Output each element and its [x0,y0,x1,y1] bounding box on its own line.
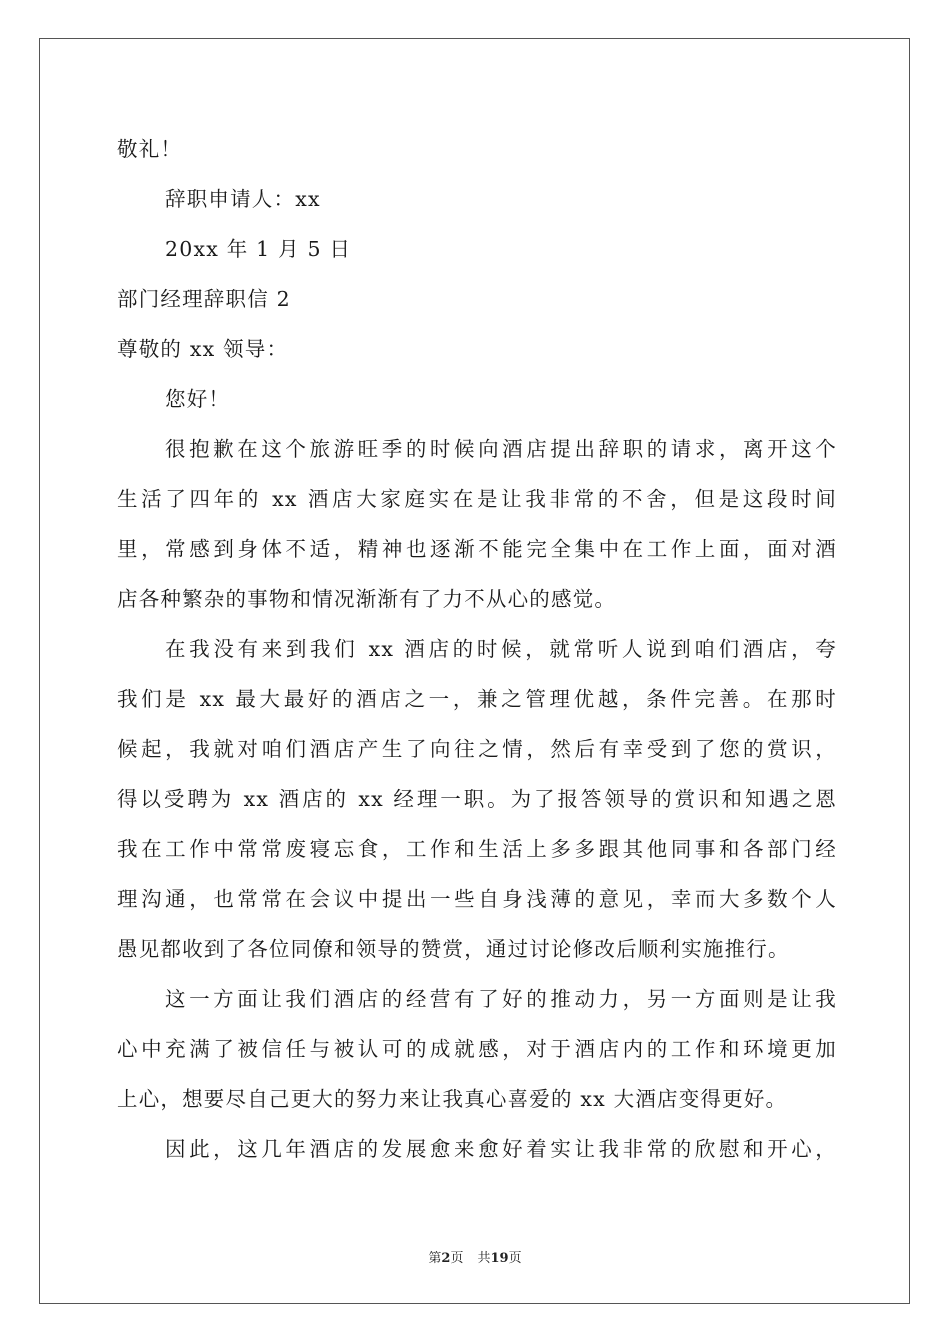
page-footer [0,1247,950,1266]
paragraph-line: 愚见都收到了各位同僚和领导的赞赏，通过讨论修改后顺利实施推行。 [117,937,790,961]
paragraph-line: 我在工作中常常废寝忘食，工作和生活上多多跟其他同事和各部门经 [117,837,837,861]
letter-date: 20xx 年 1 月 5 日 [165,237,352,261]
applicant-signature: 辞职申请人：xx [165,187,321,211]
paragraph-line: 我们是 xx 最大最好的酒店之一，兼之管理优越，条件完善。在那时 [117,687,837,711]
paragraph-line: 里，常感到身体不适，精神也逐渐不能完全集中在工作上面，面对酒 [117,537,837,561]
paragraph-line: 得以受聘为 xx 酒店的 xx 经理一职。为了报答领导的赏识和知遇之恩 [117,787,837,811]
greeting-line: 您好！ [165,387,231,411]
paragraph-line: 心中充满了被信任与被认可的成就感，对于酒店内的工作和环境更加 [117,1037,837,1061]
paragraph-line: 因此，这几年酒店的发展愈来愈好着实让我非常的欣慰和开心， [165,1137,837,1161]
page-suffix: 页 [450,1251,464,1266]
section-title: 部门经理辞职信 2 [117,287,291,311]
page-prefix: 第 [428,1251,442,1266]
document-body [117,124,837,1174]
total-prefix: 共 [477,1251,491,1266]
paragraph [117,1124,837,1174]
paragraph-line: 在我没有来到我们 xx 酒店的时候，就常听人说到咱们酒店，夸 [165,637,837,661]
total-suffix: 页 [508,1251,522,1266]
paragraph [117,424,837,624]
total-pages: 19 [490,1251,509,1266]
paragraph-line: 上心，想要尽自己更大的努力来让我真心喜爱的 xx 大酒店变得更好。 [117,1087,788,1111]
page-number: 2 [441,1251,451,1266]
paragraph-line: 理沟通，也常常在会议中提出一些自身浅薄的意见，幸而大多数个人 [117,887,837,911]
recipient-line: 尊敬的 xx 领导： [117,337,289,361]
paragraph [117,624,837,974]
paragraph-line: 生活了四年的 xx 酒店大家庭实在是让我非常的不舍，但是这段时间 [117,487,837,511]
closing-salutation: 敬礼！ [117,137,183,161]
paragraph-line: 很抱歉在这个旅游旺季的时候向酒店提出辞职的请求，离开这个 [165,437,837,461]
paragraph-line: 这一方面让我们酒店的经营有了好的推动力，另一方面则是让我 [165,987,837,1011]
paragraph-line: 候起，我就对咱们酒店产生了向往之情，然后有幸受到了您的赏识， [117,737,837,761]
paragraph-line: 店各种繁杂的事物和情况渐渐有了力不从心的感觉。 [117,587,617,611]
paragraph [117,974,837,1124]
